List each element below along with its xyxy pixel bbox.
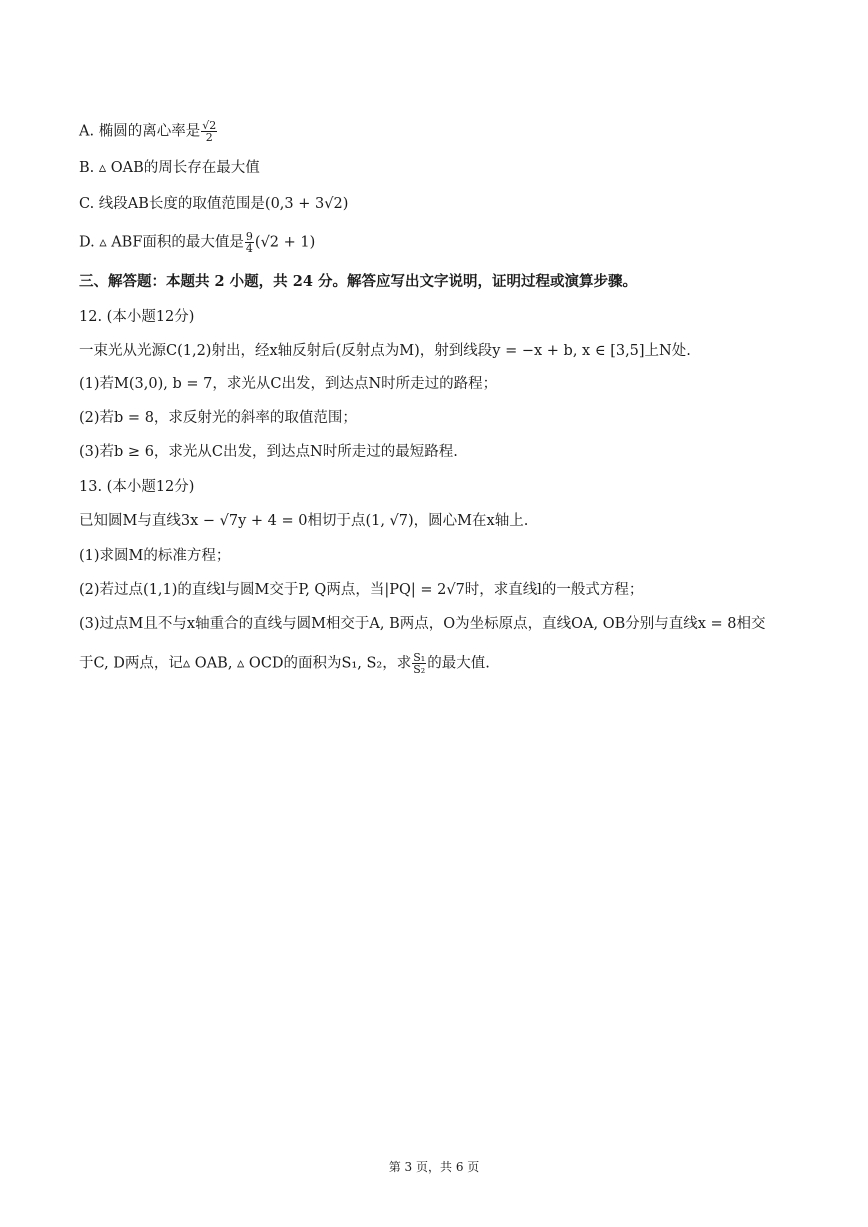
q13-part-1: (1)求圆M的标准方程； — [79, 548, 231, 564]
option-a-fraction: $\frac{√2}{2}$ — [202, 119, 217, 144]
option-d-suffix: (√2 + 1) — [254, 234, 316, 251]
q12-part-3: (3)若b ≥ 6，求光从C出发，到达点N时所走过的最短路程. — [79, 444, 458, 460]
option-b: B. ▵ OAB的周长存在最大值 — [79, 160, 260, 176]
option-a-prefix: A. 椭圆的离心率是 — [79, 123, 201, 140]
section-title: 三、解答题：本题共 2 小题，共 24 分。解答应写出文字说明，证明过程或演算步骤。 — [79, 273, 637, 290]
q12-part-1: (1)若M(3,0), b = 7，求光从C出发，到达点N时所走过的路程； — [79, 376, 498, 392]
option-d — [79, 231, 315, 254]
q13-stem: 已知圆M与直线3x − √7y + 4 = 0相切于点(1, √7)，圆心M在x轴上. — [79, 513, 529, 529]
q13-header: 13. (本小题12分) — [79, 479, 195, 495]
option-c: C. 线段AB长度的取值范围是(0,3 + 3√2) — [79, 196, 349, 212]
q12-stem: 一束光从光源C(1,2)射出，经x轴反射后(反射点为M)，射到线段y = −x + b, x ∈ [3,5]上N处. — [79, 343, 691, 359]
q13-part-2: (2)若过点(1,1)的直线l与圆M交于P, Q两点，当|PQ| = 2√7时，求直线l的一般式方程； — [79, 582, 644, 598]
q13-part-3b-suffix: 的最大值. — [427, 655, 490, 672]
option-d-fraction: $\frac{9}{4}$ — [245, 230, 253, 255]
option-a — [79, 120, 218, 143]
q12-header: 12. (本小题12分) — [79, 309, 195, 325]
q13-part-3b — [79, 652, 490, 675]
page-footer: 第 3 页，共 6 页 — [388, 1160, 480, 1174]
q13-part-3b-prefix: 于C, D两点，记▵ OAB, ▵ OCD的面积为S₁, S₂，求 — [79, 655, 412, 672]
option-d-prefix: D. ▵ ABF面积的最大值是 — [79, 234, 244, 251]
q12-part-2: (2)若b = 8，求反射光的斜率的取值范围； — [79, 410, 357, 426]
s1-over-s2-fraction: $\frac{\text{S₁}}{\text{S₂}}$ — [413, 651, 426, 676]
q13-part-3a: (3)过点M且不与x轴重合的直线与圆M相交于A, B两点，O为坐标原点，直线OA, OB分别与直线x = 8相交 — [79, 616, 766, 632]
